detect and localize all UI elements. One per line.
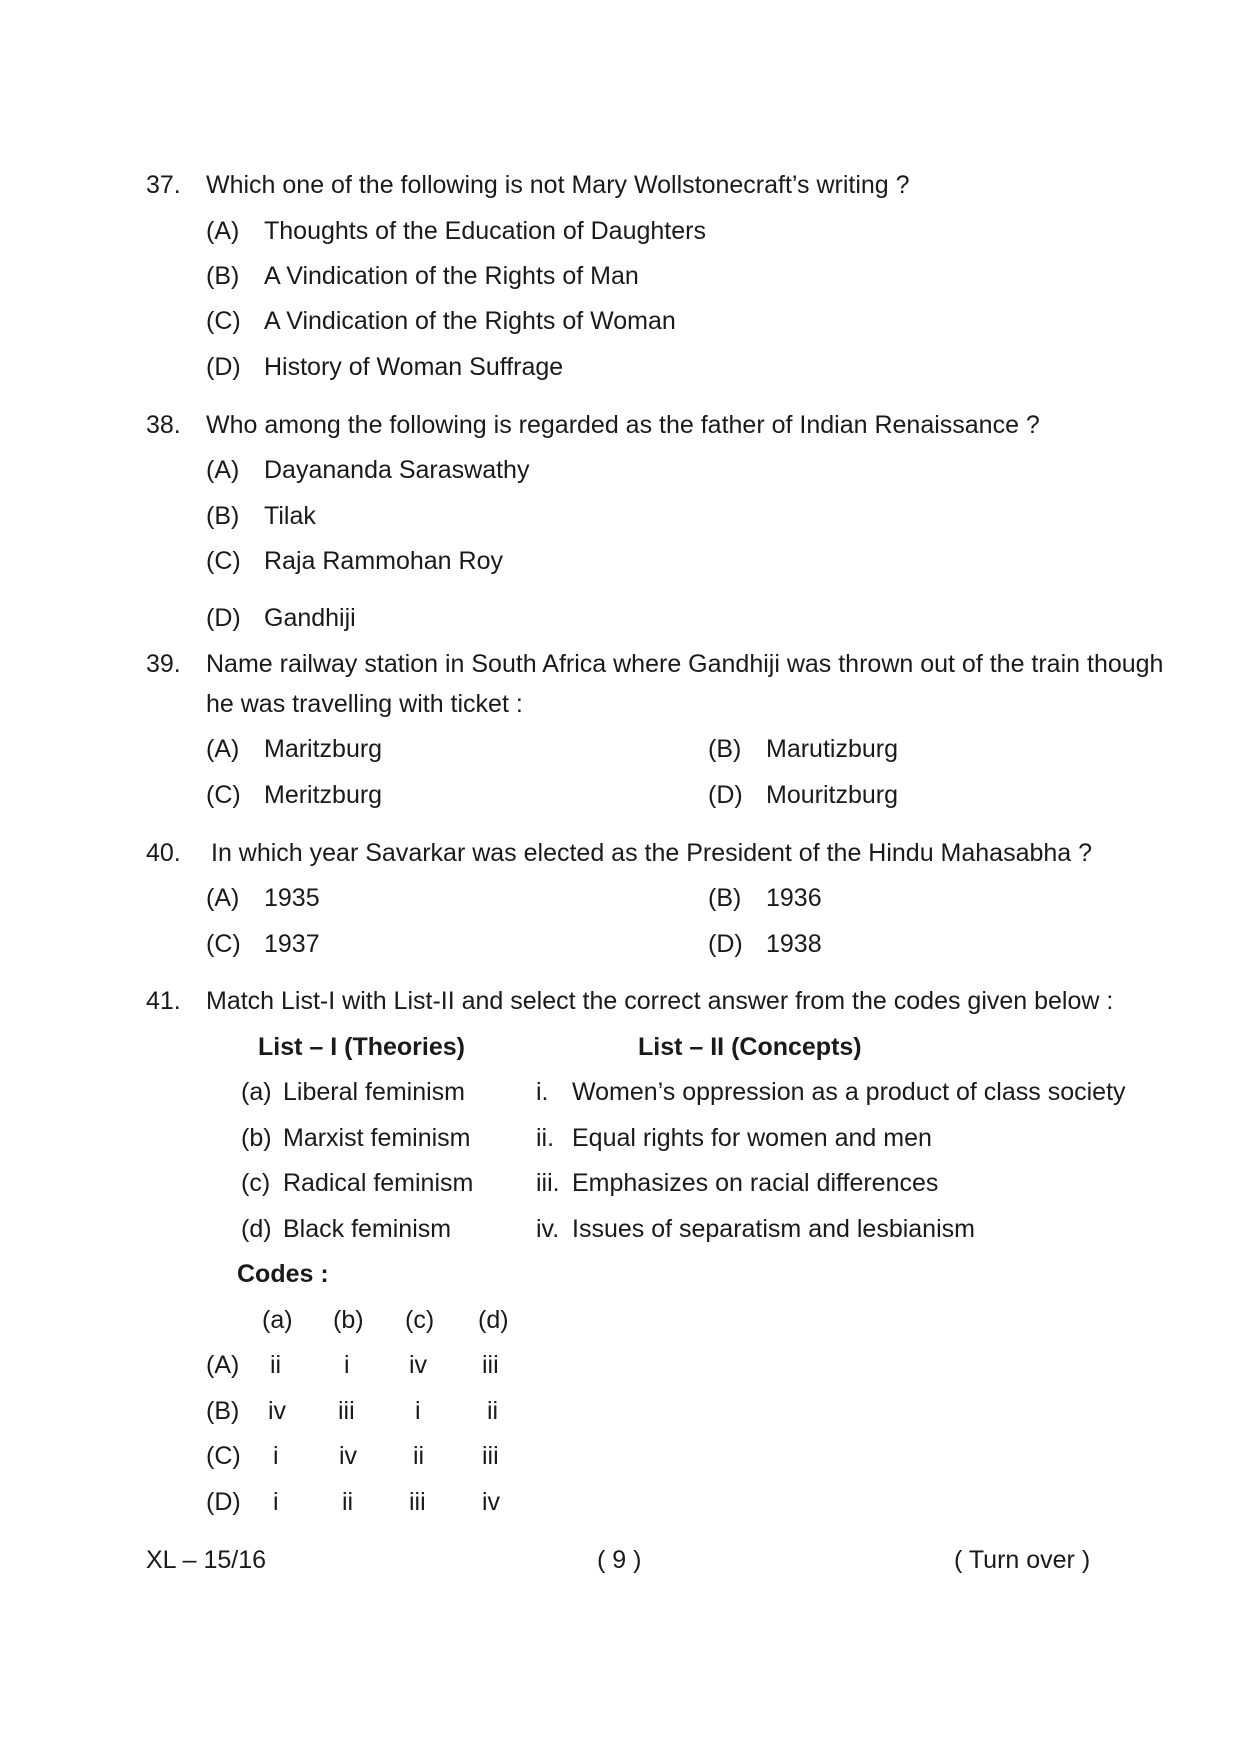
question-number: 37. xyxy=(146,171,181,199)
question-text: he was travelling with ticket : xyxy=(206,690,523,718)
question-number: 41. xyxy=(146,987,181,1015)
list-2-label: iv. xyxy=(536,1215,560,1243)
option-label: (C) xyxy=(206,930,241,958)
question-text: Which one of the following is not Mary Wollstonecraft’s writing ? xyxy=(206,171,910,199)
option-label: (B) xyxy=(206,502,240,530)
code-value: i xyxy=(273,1442,279,1470)
code-value: iii xyxy=(409,1488,426,1516)
option-label: (A) xyxy=(206,217,240,245)
option-label: (D) xyxy=(206,353,241,381)
code-value: i xyxy=(344,1351,350,1379)
list-2-label: iii. xyxy=(536,1169,560,1197)
question-number: 40. xyxy=(146,839,181,867)
option-text: Meritzburg xyxy=(264,781,383,809)
option-text: Mouritzburg xyxy=(766,781,898,809)
option-label: (D) xyxy=(708,781,743,809)
option-text: 1938 xyxy=(766,930,822,958)
codes-col-header: (c) xyxy=(405,1306,435,1334)
list-1-item: Liberal feminism xyxy=(283,1078,466,1106)
option-text: Tilak xyxy=(264,502,316,530)
option-text: History of Woman Suffrage xyxy=(264,353,564,381)
option-label: (C) xyxy=(206,547,241,575)
turn-over-note: ( Turn over ) xyxy=(954,1546,1091,1574)
option-text: A Vindication of the Rights of Man xyxy=(264,262,639,290)
option-label: (A) xyxy=(206,884,240,912)
code-value: iii xyxy=(482,1351,499,1379)
option-text: 1937 xyxy=(264,930,320,958)
code-value: iv xyxy=(339,1442,358,1470)
list-1-item: Black feminism xyxy=(283,1215,452,1243)
list-2-label: ii. xyxy=(536,1124,555,1152)
list-2-item: Emphasizes on racial differences xyxy=(572,1169,939,1197)
question-text: In which year Savarkar was elected as the President of the Hindu Mahasabha ? xyxy=(211,839,1093,867)
code-value: i xyxy=(273,1488,279,1516)
code-value: iv xyxy=(268,1397,287,1425)
codes-col-header: (a) xyxy=(262,1306,293,1334)
option-text: 1935 xyxy=(264,884,320,912)
codes-col-header: (b) xyxy=(333,1306,364,1334)
option-text: A Vindication of the Rights of Woman xyxy=(264,307,676,335)
option-text: 1936 xyxy=(766,884,822,912)
option-label: (D) xyxy=(206,1488,241,1516)
codes-col-header: (d) xyxy=(478,1306,509,1334)
option-text: Maritzburg xyxy=(264,735,383,763)
option-text: Dayananda Saraswathy xyxy=(264,456,530,484)
code-value: iv xyxy=(482,1488,501,1516)
codes-label: Codes : xyxy=(237,1260,329,1288)
option-label: (B) xyxy=(206,262,240,290)
list-2-item: Equal rights for women and men xyxy=(572,1124,932,1152)
option-label: (C) xyxy=(206,1442,241,1470)
question-text: Match List-I with List-II and select the correct answer from the codes given below : xyxy=(206,987,1114,1015)
code-value: ii xyxy=(342,1488,354,1516)
option-label: (C) xyxy=(206,781,241,809)
option-text: Gandhiji xyxy=(264,604,356,632)
list-1-item: Radical feminism xyxy=(283,1169,474,1197)
list-2-item: Women’s oppression as a product of class society xyxy=(572,1078,1126,1106)
page-number: ( 9 ) xyxy=(597,1546,642,1574)
option-text: Raja Rammohan Roy xyxy=(264,547,503,575)
list-1-label: (b) xyxy=(241,1124,272,1152)
list-2-item: Issues of separatism and lesbianism xyxy=(572,1215,975,1243)
option-label: (D) xyxy=(708,930,743,958)
list-1-item: Marxist feminism xyxy=(283,1124,471,1152)
option-label: (D) xyxy=(206,604,241,632)
question-number: 39. xyxy=(146,650,181,678)
code-value: ii xyxy=(270,1351,282,1379)
code-value: ii xyxy=(487,1397,499,1425)
code-value: i xyxy=(415,1397,421,1425)
question-text: Name railway station in South Africa where Gandhiji was thrown out of the train though xyxy=(206,650,1164,678)
question-text: Who among the following is regarded as the father of Indian Renaissance ? xyxy=(206,411,1040,439)
list-1-label: (c) xyxy=(241,1169,271,1197)
list-2-header: List – II (Concepts) xyxy=(638,1033,862,1061)
code-value: ii xyxy=(413,1442,425,1470)
list-1-header: List – I (Theories) xyxy=(258,1033,465,1061)
code-value: iv xyxy=(409,1351,428,1379)
code-value: iii xyxy=(482,1442,499,1470)
option-text: Thoughts of the Education of Daughters xyxy=(264,217,706,245)
option-label: (B) xyxy=(708,735,742,763)
option-label: (B) xyxy=(708,884,742,912)
option-text: Marutizburg xyxy=(766,735,898,763)
option-label: (A) xyxy=(206,735,240,763)
option-label: (C) xyxy=(206,307,241,335)
option-label: (A) xyxy=(206,456,240,484)
option-label: (B) xyxy=(206,1397,240,1425)
code-value: iii xyxy=(338,1397,355,1425)
list-1-label: (d) xyxy=(241,1215,272,1243)
question-number: 38. xyxy=(146,411,181,439)
list-1-label: (a) xyxy=(241,1078,272,1106)
list-2-label: i. xyxy=(536,1078,549,1106)
exam-code: XL – 15/16 xyxy=(146,1546,267,1574)
option-label: (A) xyxy=(206,1351,240,1379)
